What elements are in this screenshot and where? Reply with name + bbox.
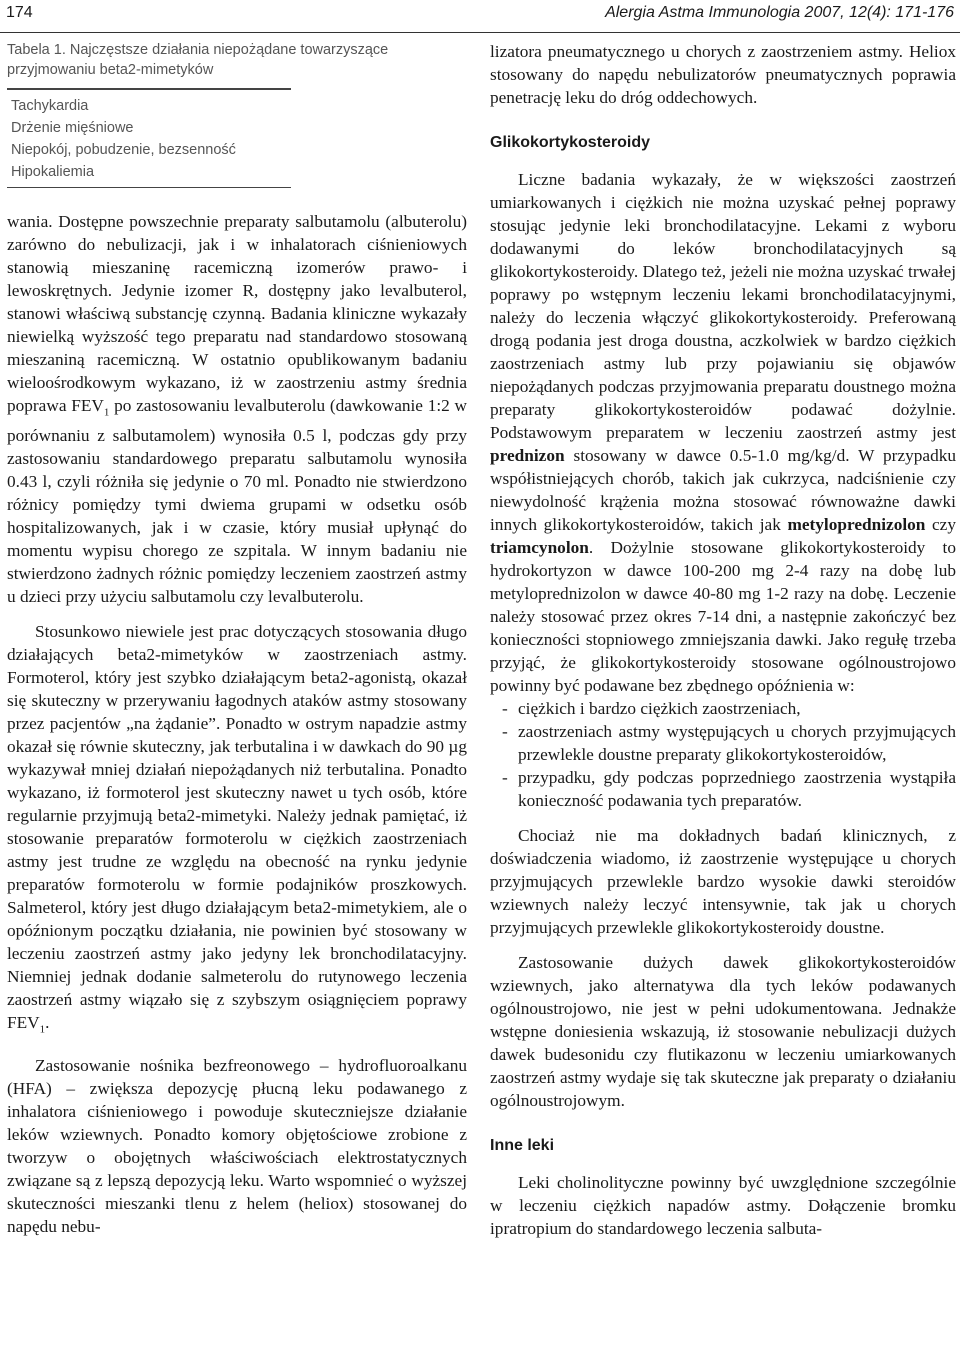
table-1 (7, 40, 467, 188)
table-row: Tachykardia (11, 97, 89, 114)
table-bottom-rule (7, 187, 291, 189)
paragraph (7, 210, 467, 608)
left-column (7, 40, 467, 1238)
subscript: 1 (39, 1023, 46, 1036)
text-run: wania. Dostępne powszechnie preparaty salbutamolu (albuterolu) zarówno do nebulizacji, jak i w inhalatorach ciśnieniowych stanowią mieszaninę racemiczną izomerów prawo- i lewoskrętnych. Jedynie izomer R, dostępny jako levalbuterol, stanowi właściwą substancję czynną. Badania kliniczne wykazały niewielką wyższość tego preparatu nad standardowo stosowaną mieszaniną racemiczną. W ostatnio opublikowanym badaniu wieloośrodkowym wykazano, iż w zaostrzeniu astmy średnia poprawa FEV (7, 212, 467, 415)
paragraph: Leki cholinolityczne powinny być uwzględnione szczególnie w leczeniu ciężkich napadów astmy. Dołączenie bromku ipratropium do standardowego leczenia salbuta- (490, 1173, 956, 1238)
table-top-rule (7, 88, 291, 90)
table-row: Drżenie mięśniowe (11, 119, 134, 136)
text-run: . Dożylnie stosowane glikokortykosteroidy to hydrokortyzon w dawce 100-200 mg 2-4 razy na dobę lub metyloprednizolon w dawce 40-80 mg 1-2 razy na dobę. Leczenie należy stosować przez okres 7-14 dni, a następnie zakończyć bez konieczności stopniowego zmniejszania dawki. Jako regułę trzeba przyjąć, że glikokortykosteroidy stosowane ogólnoustrojowo powinny być podawane bez zbędnego opóźnienia w: (490, 538, 956, 695)
paragraph: lizatora pneumatycznego u chorych z zaostrzeniem astmy. Heliox stosowany do napędu nebulizatorów pneumatycznych poprawia penetrację leku do dróg oddechowych. (490, 42, 956, 107)
text-run: czy (925, 515, 956, 534)
table-row: Hipokaliemia (11, 163, 95, 180)
subscript: 1 (103, 406, 110, 419)
page-number: 174 (6, 4, 33, 21)
table-row: Niepokój, pobudzenie, bezsenność (11, 141, 236, 158)
table-rows (7, 93, 467, 185)
bold-term: triamcynolon (490, 538, 589, 557)
paragraph (7, 620, 467, 1041)
text-run: po zastosowaniu levalbuterolu (dawkowanie 1:2 w porównaniu z salbutamolem) wynosiła 0.5 l, podczas gdy przy zastosowaniu standardowego preparatu salbutamolu wynosiła 0.43 l, czyli różniła się jedynie o 70 ml. Ponadto nie stwierdzono różnicy pomiędzy tymi dwiema grupami w odsetku osób hospitalizowanych, jak i w czasie, który musiał upłynąć do momentu wypisu chorego ze szpitala. W innym badaniu nie stwierdzono żadnych różnic pomiędzy leczeniem zaostrzeń astmy u dzieci przy użyciu salbutamolu czy levalbuterolu. (7, 396, 468, 607)
bold-term: prednizon (490, 446, 565, 465)
list-item (490, 766, 956, 812)
text-run: . (45, 1013, 50, 1033)
list-item-text: przypadku, gdy podczas poprzedniego zaostrzenia wystąpiła konieczność podawania tych preparatów. (518, 768, 956, 810)
list-item (490, 720, 956, 766)
list-item-text: zaostrzeniach astmy występujących u chorych przyjmujących przewlekle doustne preparaty glikokortykosteroidów, (518, 722, 956, 764)
list-item-text: ciężkich i bardzo ciężkich zaostrzeniach, (518, 699, 801, 718)
paragraph (490, 168, 956, 697)
dash-marker: - (502, 699, 508, 718)
text-run: Liczne badania wykazały, że w większości zaostrzeń umiarkowanych i ciężkich nie można uzyskać pełnej poprawy stosując jedynie leki bronchodilatacyjne. Lekami z wyboru dodawanymi do leków bronchodilatacyjnych są glikokortykosteroidy. Dlatego też, jeżeli nie można uzyskać trwałej poprawy po wstępnym leczeniu lekami bronchodilatacyjnymi, należy do leczenia włączyć glikokortykosteroidy. Preferowaną drogą podania jest droga doustna, aczkolwiek w bardzo ciężkich zaostrzeniach astmy lub przy pojawianiu się objawów niepożądanych podczas przyjmowania preparatu doustnego można preparaty glikokortykosteroidów podawać dożylnie. Podstawowym preparatem w leczeniu zaostrzeń astmy jest (490, 170, 956, 442)
dash-marker: - (502, 722, 508, 741)
header-rule (0, 32, 960, 33)
paragraph: Zastosowanie dużych dawek glikokortykosteroidów wziewnych, jako alternatywa dla tych leków podawanych ogólnoustrojowo, nie jest w pełni udokumentowana. Jednakże wstępne doniesienia wskazują, iż stosowanie nebulizacji dużych dawek budesonidu czy flutikazonu w leczeniu umiarkowanych zaostrzeń astmy wydaje się tak skuteczne jak preparaty o działaniu ogólnoustrojowym. (490, 953, 956, 1110)
right-column (490, 40, 956, 1240)
text-run: Stosunkowo niewiele jest prac dotyczących stosowania długo działających beta2-mimetyków w zaostrzeniach astmy. Formoterol, który jest szybko działającym beta2-agonistą, okazał się skuteczny w przerywaniu łagodnych ataków astmy stosowany przez pacjentów „na żądanie”. Ponadto w ostrym napadzie astmy okazał się równie skuteczny, jak terbutalina i w dawkach do 90 µg wykazywał mniej działań niepożądanych niż terbutalina. Ponadto wykazano, iż formoterol jest skuteczny nawet u tych osób, które regularnie przyjmują beta2-mimetyki. Należy jednak pamiętać, iż stosowanie preparatów formoterolu w ciężkich zaostrzeniach astmy jest trudne ze względu na obecność na rynku jedynie preparatów formoterolu w formie podajników proszkowych. Salmeterol, który jest długo działającym beta2-mimetykiem, ale o opóźnionym początku działania, nie powinien być stosowany w leczeniu zaostrzeń astmy jako jedyny lek bronchodilatacyjny. Niemniej jednak dodanie salmeterolu do rutynowego leczenia zaostrzeń astmy wiązało się z szybszym osiągnięciem poprawy FEV (7, 622, 467, 1033)
journal-citation: Alergia Astma Immunologia 2007, 12(4): 171-176 (605, 4, 954, 21)
bold-term: metyloprednizolon (787, 515, 926, 534)
paragraph: Zastosowanie nośnika bezfreonowego – hydrofluoroalkanu (HFA) – zwiększa depozycję płucną leku podawanego z inhalatora ciśnieniowego i powoduje skuteczniejsze działanie leków wziewnych. Ponadto komory objętościowe zrobione z tworzyw o obojętnych właściwościach elektrostatycznych związane są z lepszą depozycją leku. Warto wspomnieć o wyższej skuteczności mieszanki tlenu z helem (heliox) stosowanej do napędu nebu- (7, 1055, 467, 1236)
text-run: stosowany w dawce 0.5-1.0 mg/kg/d. W przypadku współistniejących chorób, takich jak cukrzyca, nadciśnienie czy niewydolność krążenia można stosować równoważne dawki innych glikokortykosteroidów, takich jak (490, 446, 956, 534)
left-body-text (7, 210, 467, 1238)
table-caption: Tabela 1. Najczęstsze działania niepożądane towarzyszące przyjmowaniu beta2-mimetyków (7, 42, 389, 78)
list-item (490, 697, 956, 720)
section-heading: Glikokortykosteroidy (490, 134, 651, 151)
paragraph: Chociaż nie ma dokładnych badań klinicznych, z doświadczenia wiadomo, iż zaostrzenie występujące u chorych przyjmujących przewlekle bardzo wysokie dawki steroidów wziewnych należy leczyć intensywnie, tak jak u chorych przyjmujących przewlekle glikokortykosteroidy doustne. (490, 826, 956, 937)
section-heading: Inne leki (490, 1137, 555, 1154)
dash-marker: - (502, 768, 508, 787)
bullet-list (490, 697, 956, 812)
right-body-text (490, 40, 956, 1240)
